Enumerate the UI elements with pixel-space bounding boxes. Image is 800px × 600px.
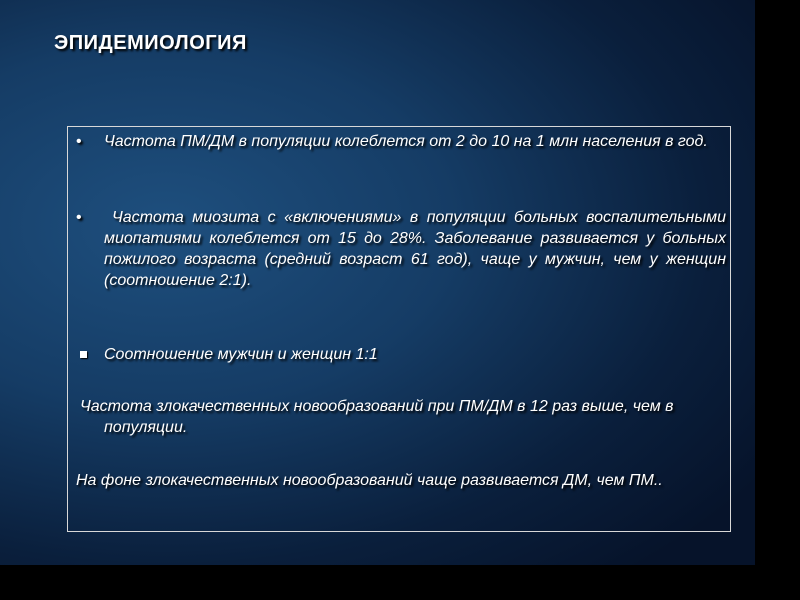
- paragraph-text: Частота ПМ/ДМ в популяции колеблется от 2 до 10 на 1 млн населения в год.: [104, 133, 708, 150]
- content-box: [67, 126, 731, 532]
- paragraph-text: На фоне злокачественных новообразований чаще развивается ДМ, чем ПМ..: [76, 472, 663, 489]
- paragraph-text: Частота миозита с «включениями» в популяции больных воспалительными миопатиями колеблется от 15 до 28%. Заболевание развивается у больных пожилого возраста (средний возраст 61 год), чаще у мужчин, чем у женщин (соотношение 2:1).: [104, 209, 726, 289]
- paragraph-text: Частота злокачественных новообразований при ПМ/ДМ в 12 раз выше, чем в популяции.: [80, 398, 674, 436]
- paragraph-text: Соотношение мужчин и женщин 1:1: [104, 346, 378, 363]
- bullet-icon: •: [76, 133, 82, 150]
- bullet-icon: •: [76, 209, 82, 226]
- slide-title: ЭПИДЕМИОЛОГИЯ: [54, 32, 247, 54]
- square-bullet-icon: [80, 351, 87, 358]
